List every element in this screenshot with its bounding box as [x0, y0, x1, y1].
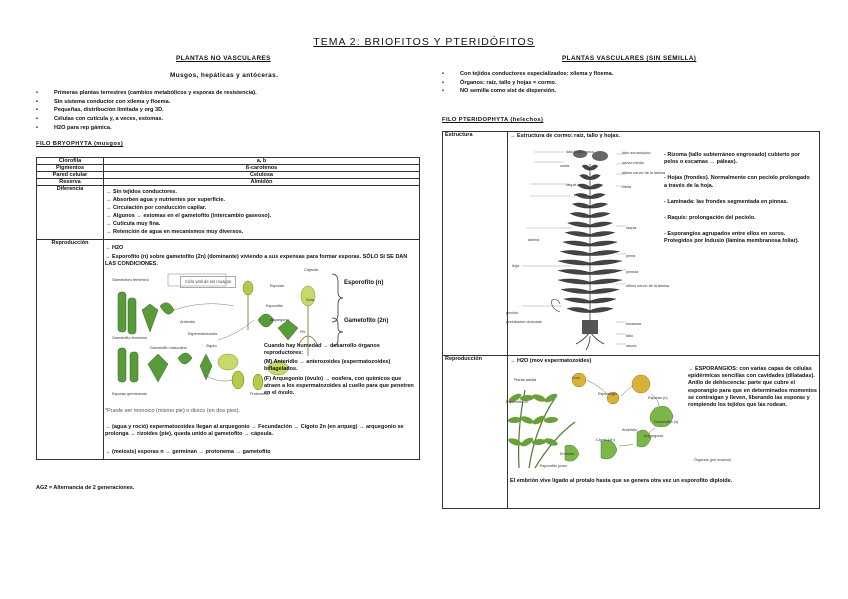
cycle-label: Anteridio — [622, 428, 637, 432]
frond-label: lobo basiscópico — [566, 150, 595, 154]
table-label: Pigmentos — [37, 165, 104, 172]
frond-label: último nervio de la lámina — [626, 284, 670, 288]
list-item: - Raquis: prolongación del peciolo. — [664, 215, 756, 222]
embrion-text: El embrión vive ligado al protalo hasta que se genera otra vez un esporofito diploide. — [510, 478, 733, 484]
cycle-arrow — [621, 386, 633, 396]
cycle-label: Embrión — [560, 452, 575, 456]
pinna-shape — [590, 250, 620, 255]
page-title: TEMA 2: BRIOFITOS Y PTERIDÓFITOS — [313, 36, 535, 48]
list-item: - Esporangios agrupados entre ellos en soros. Protegidos por Indusio (lámina membranosa foliar). — [664, 231, 800, 245]
diagram-label: Esporas germinando — [112, 392, 148, 396]
left-heading: PLANTAS NO VASCULARES — [176, 55, 271, 62]
list-item: • NO semilla como sist de dispersión. — [440, 87, 810, 96]
gametophyte-shoot — [118, 348, 126, 382]
ciclo-text-1: → (agua y roció) espermatozoides llegan al arquegonio → Fecundación → Cigoto 2n (en arqueg) → arquegonio se prolonga → rizoides (pie), queda unido al gametofito → cápsula. — [105, 424, 404, 438]
fern-leaf-shape — [543, 392, 558, 404]
estructura-title: → Estructura de cormo: raíz, tallo y hojas. — [510, 133, 621, 139]
gametofito-label: Gametofito (2n) — [344, 318, 389, 324]
diagram-label: Gametófito femenino — [112, 336, 148, 340]
cycle-label: Esporas (n) — [648, 396, 668, 400]
table-label: Reserva — [37, 179, 104, 186]
table-label: Diferencia — [37, 186, 104, 240]
brace-graphic — [330, 272, 344, 348]
pinna-shape — [580, 174, 590, 179]
cycle-arrow — [218, 320, 254, 340]
fern-leaf-shape — [544, 416, 558, 423]
pinna-shape — [567, 307, 590, 312]
frond-label: lámina — [528, 238, 540, 242]
caption-box-text: Ciclo vital de los musgos — [180, 276, 236, 288]
pinna-shape — [564, 298, 590, 303]
diagram-label: Gametóforo femenino — [112, 278, 149, 282]
table-value: ß-carotenos — [104, 165, 420, 172]
table-label: Pared celular — [37, 172, 104, 179]
diagram-label: Arquegonio — [270, 318, 290, 322]
circinate-frond — [552, 300, 560, 313]
leader-lines-right — [616, 154, 626, 344]
left-subtitle: Musgos, hepáticas y antóceras. — [170, 72, 279, 79]
cuando-text: Cuando hay humedad → desarrollo órganos reproductores: — [264, 343, 380, 357]
footer-note: AG2 = Alternancia de 2 generaciones. — [36, 485, 135, 491]
pinna-shape — [590, 269, 622, 274]
table-value: a, b — [104, 158, 420, 165]
list-item: → Absorben agua y nutrientes por superficie. — [106, 197, 225, 204]
rhizome-shape — [582, 320, 598, 334]
list-item: • Con tejidos conductores especializados: xilema y floema. — [440, 70, 810, 79]
sporophyte-capsule — [243, 281, 253, 295]
pinna-shape — [577, 184, 590, 189]
estructura-items — [664, 152, 814, 246]
frond-label: peciolo — [506, 311, 519, 315]
pinna-shape — [590, 241, 617, 246]
diagram-label: Seta — [306, 298, 314, 302]
list-item: - Hojas (frondes). Normalmente con peciolo prolongado a través de la hoja. — [664, 175, 810, 189]
table-label: Reproducción — [443, 356, 508, 509]
cycle-label: Planta adulta — [514, 378, 537, 382]
table-value: Celulosa — [104, 172, 420, 179]
diferencia-cell — [104, 186, 420, 240]
leader-lines-left — [522, 152, 572, 306]
table-label: Reproducción — [37, 240, 104, 460]
cycle-label: Cigoto (2n) — [596, 438, 615, 442]
gametophyte-shoot — [128, 298, 136, 334]
rep-esporofito: → Esporofito (n) sobre gametofito (2n) (dominante) viviendo a sus expensas para formar esporas. SÓLO SI SE DAN LAS CONDICIONES. — [105, 254, 408, 268]
capsule-shape — [218, 354, 238, 370]
table-label: Estructura — [443, 132, 508, 356]
list-item: • Sin sistema conductor con xilema y floema. — [34, 98, 404, 107]
pinna-shape — [558, 269, 590, 274]
list-item: - Laminada: las frondes segmentada en pinnas. — [664, 198, 789, 205]
gametophyte-leaf — [278, 320, 298, 340]
frond-label: nervio medio — [622, 161, 644, 165]
gametophyte-leaf — [160, 303, 174, 314]
frond-label: raíces — [626, 344, 637, 348]
pinna-shape — [590, 231, 615, 236]
fern-leaf-shape — [531, 393, 546, 403]
frond-label: escamas — [626, 322, 642, 326]
monoico-note: *Puede ser monoico (mismo pie) o dioico (en dos pies). — [105, 408, 241, 414]
frond-label: lobo acroscópico — [622, 151, 651, 155]
brace-esporofito — [332, 274, 343, 322]
diagram-label: Gametófito masculino — [150, 346, 187, 350]
fern-leaf-shape — [519, 415, 534, 425]
pinna-shape — [590, 203, 608, 208]
left-filo-heading: FILO BRYOPHYTA (musgos) — [36, 141, 124, 147]
list-item: → Cutícula muy fina. — [106, 221, 161, 228]
cycle-label: Esporofito joven — [540, 464, 568, 468]
capsule-shape — [301, 286, 315, 306]
frond-label: pinnula — [574, 193, 587, 197]
list-item: → Algunos → estomas en el gametofito (intercambio gaseoso). — [106, 213, 272, 220]
fern-life-cycle-diagram — [505, 368, 685, 480]
cycle-label: Órganos (por encima) — [694, 458, 731, 462]
cycle-label: Esporangio — [598, 392, 618, 396]
fern-leaf-shape — [507, 437, 522, 447]
list-item: • Células con cutícula y, a veces, estomas. — [34, 115, 404, 124]
diagram-label: Espermatozoides — [188, 332, 218, 336]
pinna-shape — [590, 165, 598, 170]
gametophyte-leaf — [148, 354, 168, 382]
pinnule-detail — [592, 151, 608, 161]
pinna-shape — [565, 231, 590, 236]
diagram-label: Cápsula — [304, 268, 318, 272]
esporangios-text: → ESPORANGIOS: con varias capas de células epidérmicas sencillas con cavidades (dilatadas). Anillo de dehiscencia: parte que cubre el esporangio para que en determinados momentos se contraigan y lleven, liberando las esporas y rompiendo los tejidos que las rodean. — [688, 366, 817, 409]
list-item: → Sin tejidos conductores. — [106, 189, 177, 195]
rep-h2o: → H2O — [105, 245, 124, 251]
frond-label: prefoliación circinada — [506, 320, 542, 324]
left-bullet-list — [34, 89, 404, 133]
right-bullet-list — [440, 70, 810, 96]
pinna-shape — [558, 260, 590, 265]
pinna-shape — [558, 279, 590, 284]
pinna-shape — [560, 250, 590, 255]
diagram-label: Esporas — [270, 284, 284, 288]
pinna-shape — [590, 184, 603, 189]
pinna-shape — [590, 288, 619, 293]
pinna-shape — [572, 203, 590, 208]
cycle-arrow — [619, 444, 633, 446]
right-filo-heading: FILO PTERIDOPHYTA (helechos) — [442, 117, 544, 123]
pinna-shape — [590, 298, 616, 303]
spore-circle — [632, 375, 650, 393]
pinna-shape — [590, 260, 622, 265]
cycle-arrow — [174, 304, 234, 310]
diagram-label: Pie — [300, 330, 306, 334]
pinna-shape — [590, 212, 610, 217]
list-item: → Retención de agua en mecanismos muy diversos. — [106, 229, 244, 236]
cycle-label: Soro — [572, 376, 581, 380]
frond-label: raquis — [566, 183, 577, 187]
cycle-label: Gametofito (n) — [654, 420, 679, 424]
gametophyte-heart — [637, 430, 651, 447]
esporofito-label: Esporofito (n) — [344, 280, 384, 286]
rep-h2o-right: → H2O (mov espermatozoides) — [510, 358, 592, 364]
frond-label: raquis — [626, 226, 637, 230]
gametophyte-leaf — [200, 354, 212, 380]
frond-label: hoja — [512, 264, 520, 268]
gametophyte-shoot — [118, 292, 126, 332]
gametophyte-leaf — [178, 353, 192, 364]
ciclo-text-2: → (meiosis) esporas n → germinan → protonema → gametofito — [105, 449, 271, 455]
frond-label: costa — [560, 164, 570, 168]
diagram-label: Protonema — [250, 392, 269, 396]
pinna-shape — [582, 165, 590, 170]
cycle-label: Arquegonio — [644, 434, 664, 438]
anteridio-text: (M) Anteridio → anterozoides (espermatozoides) biflagelados. — [264, 359, 391, 373]
table-label: Clorofila — [37, 158, 104, 165]
list-item: → Circulación por conducción capilar. — [106, 205, 207, 212]
diagram-label: Zigoto — [206, 344, 217, 348]
diagram-label: Esporofito — [266, 304, 284, 308]
pinna-shape — [590, 193, 605, 198]
frond-label: pinnula — [626, 270, 639, 274]
sporophyte-capsule — [232, 371, 244, 389]
sporophyte-capsule — [253, 374, 263, 390]
diagram-label: Anteridio — [180, 320, 195, 324]
pinna-shape — [570, 212, 590, 217]
frond-roots — [576, 332, 604, 350]
cycle-label: Esporofito 2n — [506, 400, 529, 404]
frond-label: último nervio de la lámina — [622, 171, 666, 175]
frond-label: pinna — [626, 254, 636, 258]
frond-label: costa — [622, 185, 632, 189]
pinna-shape — [561, 288, 590, 293]
list-item: • Pequeñas, distribución limitada y org 3D. — [34, 106, 404, 115]
pinna-shape — [563, 241, 590, 246]
gametophyte-leaf — [142, 304, 158, 332]
right-heading: PLANTAS VASCULARES (SIN SEMILLA) — [562, 55, 697, 62]
pinna-shape — [590, 279, 622, 284]
gametophyte-heart — [601, 440, 617, 459]
gametophyte-shoot — [130, 352, 138, 382]
list-item: • Primeras plantas terrestres (cambios metabólicos y esporas de resistencia). — [34, 89, 404, 98]
pinna-shape — [590, 174, 600, 179]
frond-label: tallo — [626, 334, 633, 338]
list-item: - Rizoma (tallo subterráneo engrosado) cubierto por pelos o escamas → páleas). — [664, 152, 800, 166]
pinna-shape — [590, 307, 613, 312]
pinna-shape — [590, 222, 612, 227]
list-item: • Órganos: raíz, tallo y hojas = cormo. — [440, 79, 810, 88]
table-value: Almidón — [104, 179, 420, 186]
pinna-shape — [568, 222, 590, 227]
list-item: • H2O para rep gámica. — [34, 124, 404, 133]
arquegonio-text: (F) Arquegonio (óvulo) → oosfera, con químicos que atraen a los espermatozoides al cuello para que penetren en el óvulo. — [264, 376, 414, 397]
